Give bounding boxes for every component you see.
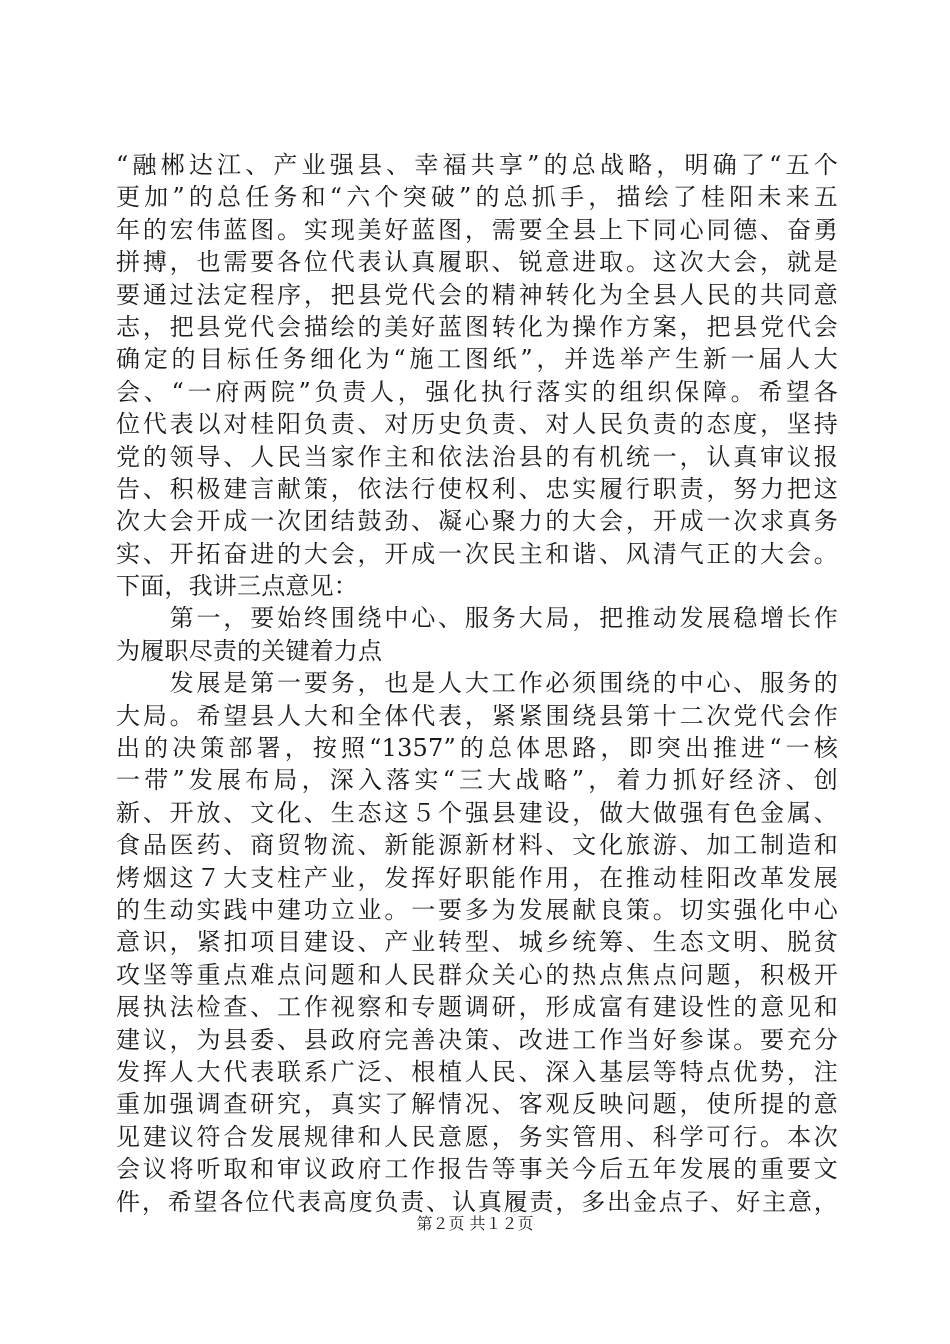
text-line: 告、积极建言献策，依法行使权利、忠实履行职责，努力把这: [116, 474, 838, 503]
text-line: 发挥人大代表联系广泛、根植人民、深入基层等特点优势，注: [116, 1057, 838, 1086]
text-line: 一带”发展布局，深入落实“三大战略”，着力抓好经济、创: [116, 766, 838, 795]
text-line: 年的宏伟蓝图。实现美好蓝图，需要全县上下同心同德、奋勇: [116, 215, 838, 244]
text-line: 党的领导、人民当家作主和依法治县的有机统一，认真审议报: [116, 442, 838, 471]
heading-line: 为履职尽责的关键着力点: [116, 636, 383, 665]
text-line: 拼搏，也需要各位代表认真履职、锐意进取。这次大会，就是: [116, 248, 838, 277]
text-line: 意识，紧扣项目建设、产业转型、城乡统筹、生态文明、脱贫: [116, 928, 838, 957]
text-line: 攻坚等重点难点问题和人民群众关心的热点焦点问题，积极开: [116, 960, 838, 989]
page-number-footer: 第２页 共１２页: [416, 1214, 534, 1233]
text-line: 志，把县党代会描绘的美好蓝图转化为操作方案，把县党代会: [116, 312, 838, 341]
heading-line: 第一，要始终围绕中心、服务大局，把推动发展稳增长作: [116, 604, 838, 633]
text-line: 件，希望各位代表高度负责、认真履责，多出金点子、好主意，: [116, 1187, 838, 1216]
text-line: 展执法检查、工作视察和专题调研，形成富有建设性的意见和: [116, 993, 838, 1022]
text-line: 建议，为县委、县政府完善决策、改进工作当好参谋。要充分: [116, 1025, 838, 1054]
text-line: 食品医药、商贸物流、新能源新材料、文化旅游、加工制造和: [116, 831, 838, 860]
text-line: 下面，我讲三点意见：: [116, 572, 358, 601]
text-line: 新、开放、文化、生态这５个强县建设，做大做强有色金属、: [116, 798, 838, 827]
text-line: 重加强调查研究，真实了解情况、客观反映问题，使所提的意: [116, 1090, 838, 1119]
text-line: 实、开拓奋进的大会，开成一次民主和谐、风清气正的大会。: [116, 539, 838, 568]
text-line: 的生动实践中建功立业。一要多为发展献良策。切实强化中心: [116, 895, 838, 924]
body-text: [116, 149, 838, 1218]
text-line: “融郴达江、产业强县、幸福共享”的总战略，明确了“五个: [116, 151, 838, 179]
text-line: 见建议符合发展规律和人民意愿，务实管用、科学可行。本次: [116, 1122, 838, 1151]
text-line: 发展是第一要务，也是人大工作必须围绕的中心、服务的: [116, 669, 838, 698]
text-line: 烤烟这７大支柱产业，发挥好职能作用，在推动桂阳改革发展: [116, 863, 838, 892]
text-line: 确定的目标任务细化为“施工图纸”，并选举产生新一届人大: [116, 345, 838, 374]
text-line: 次大会开成一次团结鼓劲、凝心聚力的大会，开成一次求真务: [116, 507, 838, 536]
text-line: 位代表以对桂阳负责、对历史负责、对人民负责的态度，坚持: [116, 410, 838, 439]
text-line: 要通过法定程序，把县党代会的精神转化为全县人民的共同意: [116, 280, 838, 309]
text-line: 更加”的总任务和“六个突破”的总抓手，描绘了桂阳未来五: [116, 183, 838, 212]
text-line: 会、“一府两院”负责人，强化执行落实的组织保障。希望各: [116, 377, 838, 406]
text-line: 大局。希望县人大和全体代表，紧紧围绕县第十二次党代会作: [116, 701, 838, 730]
text-line: 出的决策部署，按照“1357”的总体思路，即突出推进“一核: [116, 734, 838, 763]
text-line: 会议将听取和审议政府工作报告等事关今后五年发展的重要文: [116, 1155, 838, 1184]
